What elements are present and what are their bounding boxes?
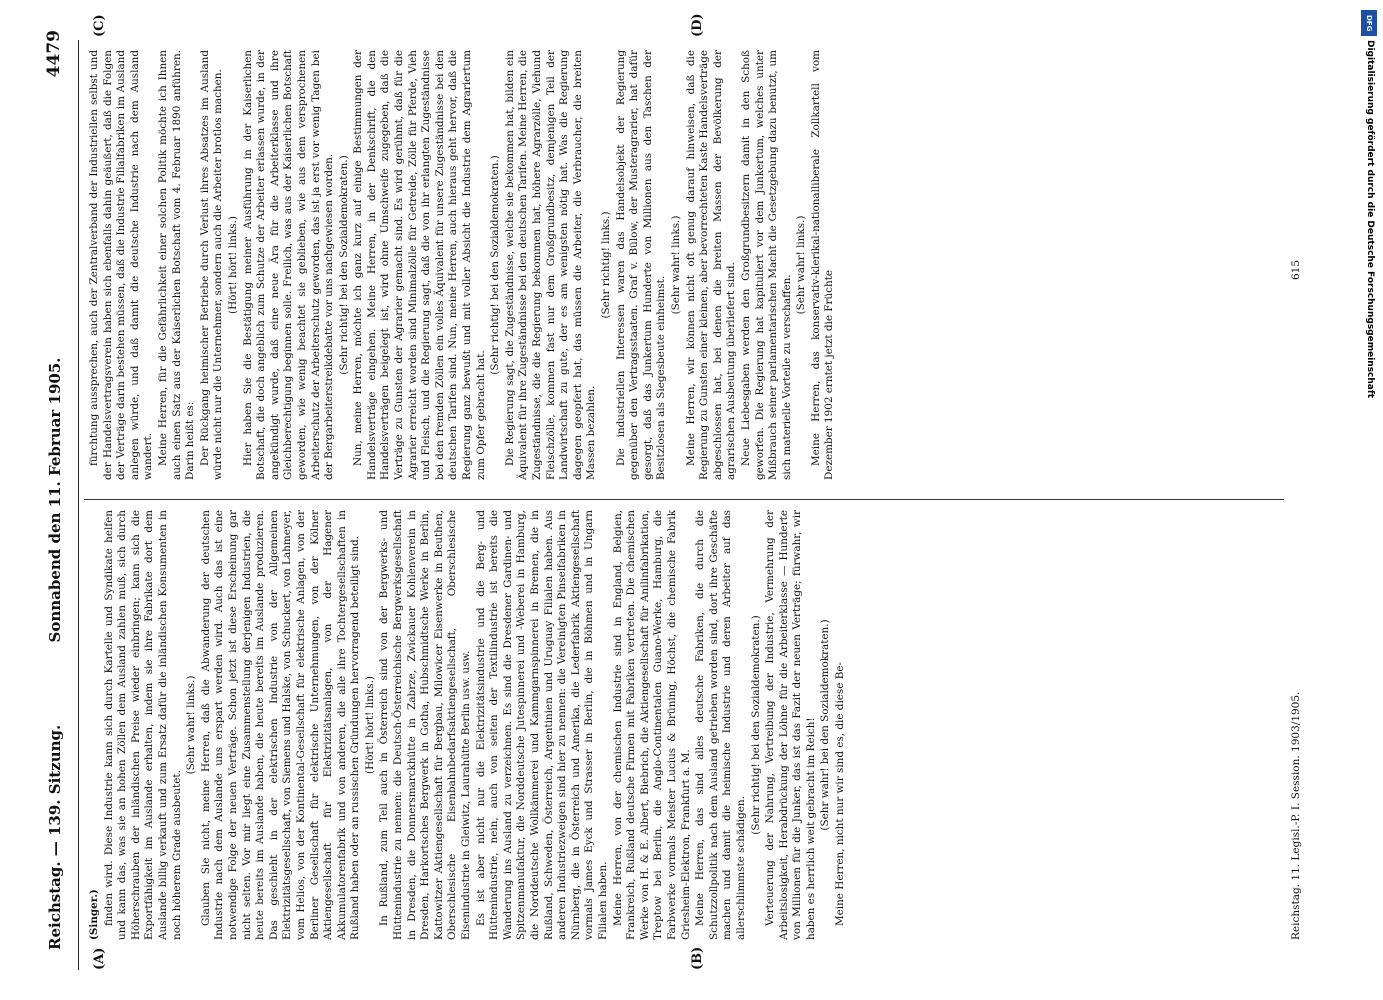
paragraph: In Rußland, zum Teil auch in Österreich sind von der Bergwerks- und Hüttenindustrie zu nennen: die Deutsch-Österreichische Bergwerksgesellschaft in Dresden, die Donnersmarckhütte in Zabrze, Zwickauer Kohlenverein in Dresden, Harkortsches Bergwerk in Gotha, Hubschmidtsche Werke in Berlin, Kattowitzer Aktiengesellschaft für Bergbau, Milowicer Eisenwerke in Beuthen, Oberschlesische Eisenbahnbedarfsaktiengesellschaft, Oberschlesische Eisenindustrie in Gleiwitz, Laurahütte Berlin usw. usw. — [378, 510, 473, 940]
column-divider — [84, 499, 1284, 500]
digitization-credit: Digitalisierung gefördert durch die Deutsche Forschungsgemeinschaft — [1365, 40, 1375, 399]
paragraph: Es ist aber nicht nur die Elektrizitätsindustrie und die Berg- und Hüttenindustrie, nein, auch von seiten der Textilindustrie ist bereits die Wanderung ins Ausland zu verzeichnen. Es sind die Dresdener Gardinen- und Spitzenmanufaktur, die Norddeutsche Jutespinnerei und -Weberei in Hamburg, die Norddeutsche Wollkämmerei und Kammgarnspinnerei in Bremen, die in Rußland, Schweden, Österreich, Argentinien und Uruguay Filialen haben. Aus anderen Industriezweigen sind hier zu nennen: die Vereinigten Pinselfabriken in Nürnberg, die in Österreich und Amerika, die Lederfabrik Aktiengesellschaft vormals James Eyck und Strasser in Berlin, die in Böhmen und in Ungarn Filialen haben. — [474, 510, 609, 940]
paragraph: Hier haben Sie die Bestätigung meiner Ausführung in der Kaiserlichen Botschaft, die doch angeblich zum Schutze der Arbeiter erlassen wurde, in der angekündigt wurde, daß eine neue Ära für die Arbeiterklasse und ihre Gleichberechtigung beginnen solle. Freilich, was aus der Kaiserlichen Botschaft geworden, wie wenig beachtet sie geblieben, wie aus dem versprochenen Arbeiterschutz der Arbeiterschutz geworden, das ist ja erst vor wenig Tagen bei der Bergarbeiterstreikdebatte vor uns nachgewiesen worden. — [241, 50, 336, 480]
footer-sheet-number: 615 — [1290, 259, 1302, 280]
paragraph: Neue Liebesgaben werden den Großgrundbesitzern damit in den Schoß geworfen. Die Regierung hat kapituliert vor dem Junkertum, welches unter Mißbrauch seiner parlamentarischen Macht die Gesetzgebung dazu benutzt, um sich materielle Vorteile zu verschaffen. — [739, 50, 793, 480]
paragraph: Meine Herren, für die Gefährlichkeit einer solchen Politik möchte ich Ihnen auch einen Satz aus der Kaiserlichen Botschaft vom 4. Februar 1890 anführen. Darin heißt es: — [156, 50, 197, 480]
page-number: 4479 — [44, 30, 64, 78]
paragraph: Der Rückgang heimischer Betriebe durch Verlust ihres Absatzes im Ausland würde nicht nur die Unternehmer, sondern auch die Arbeiter brotlos machen. — [198, 50, 225, 480]
paragraph: (Sehr wahr! links.) — [795, 215, 808, 315]
paragraph: (Sehr richtig! links.) — [599, 211, 612, 319]
paragraph: Meine Herren, das konservativ-klerikal-nationalliberale Zollkartell vom Dezember 1902 erntet jetzt die Früchte — [809, 50, 836, 480]
margin-letter-b: (B) — [690, 946, 705, 970]
paragraph: (Hört! hört! links.) — [226, 216, 239, 314]
dfg-logo: DFG — [1361, 10, 1377, 36]
paragraph: (Sehr wahr! links.) — [669, 215, 682, 315]
margin-letter-c: (C) — [92, 14, 107, 37]
paragraph: Meine Herren, von der chemischen Industrie sind in England, Belgien, Frankreich, Rußland deutsche Firmen mit Fabriken vertreten. Die chemischen Werke von H. & E. Albert, Biebrich, die Aktiengesellschaft für Anilinfabrikation, Treptow bei Berlin, die Anglo-Continentalen Guano-Werke, Hamburg, die Farbwerke vormals Meister Lucius & Brüning, Höchst, die chemische Fabrik Griesheim-Elektron, Frankfurt a. M. — [611, 510, 692, 940]
header-rule — [78, 40, 79, 970]
paragraph: Nun, meine Herren, möchte ich ganz kurz auf einige Bestimmungen der Handelsverträge eingehen. Meine Herren, in der Denkschrift, die den Handelsverträgen beigelegt ist, wird ohne Umschweife zugegeben, daß die Verträge zu Gunsten der Agrarier gemacht sind. Es wird gerühmt, daß für die Agrarier erreicht worden sind Minimalzölle für Getreide, Zölle für Pferde, Vieh und Fleisch, und die Regierung sagt, daß die von ihr erlangten Zugeständnisse bei den fremden Zöllen ein volles Äquivalent für unsere Zugeständnisse bei den deutschen Tarifen sind. Nun, meine Herren, auch hieraus geht hervor, daß die Regierung ganz bewußt und mit voller Absicht die Industrie dem Agrariertum zum Opfer gebracht hat. — [352, 50, 487, 480]
footer-session: Reichstag. 11. Legisl.-P. I. Session. 1903/1905. — [1290, 691, 1302, 940]
paragraph: Glauben Sie nicht, meine Herren, daß die Abwanderung der deutschen Industrie nach dem Auslande uns erspart werden wird. Auch das ist eine notwendige Folge der neuen Verträge. Schon jetzt ist diese Erscheinung gar nicht selten. Vor mir liegt eine Zusammenstellung derjenigen Industrien, die heute bereits im Auslande haben, die heute bereits im Auslande produzieren. Das geschieht in der elektrischen Industrie von der Allgemeinen Elektrizitätsgesellschaft, von Siemens und Halske, von Schuckert, von Lahmeyer, vom Helios, von der Kontinental-Gesellschaft für elektrische Anlagen, von der Berliner Gesellschaft für elektrische Unternehmungen, von der Kölner Aktiengesellschaft für Elektrizitätsanlagen, von der Hagener Akkumulatorenfabrik und von anderen, die alle ihre Tochtergesellschaften in Rußland haben oder an russischen Gründungen hervorragend beteiligt sind. — [199, 510, 362, 940]
paragraph: (Hört! hört! links.) — [363, 676, 376, 774]
header-date: Sonnabend den 11. Februar 1905. — [46, 357, 64, 643]
paragraph: (Sehr wahr! bei den Sozialdemokraten.) — [819, 619, 832, 831]
paragraph: Die industriellen Interessen waren das Handelsobjekt der Regierung gegenüber den Vertragsstaaten. Graf v. Bülow, der Musteragrarier, hat dafür gesorgt, daß das Junkertum Hunderte von Millionen aus den Taschen der Besitzlosen als Siegesbeute einheimst. — [614, 50, 668, 480]
margin-letter-d: (D) — [690, 13, 705, 37]
left-column — [88, 510, 1288, 940]
margin-letter-a: (A) — [92, 947, 107, 970]
paragraph: Meine Herren, das sind alles deutsche Fabriken, die durch die Schutzzollpolitik nach dem Ausland getrieben worden sind, dort ihre Geschäfte machen und damit die heimische Industrie und deren Arbeiter auf das allerschlimmste schädigen. — [694, 510, 747, 940]
paragraph: Meine Herren, wir können nicht oft genug darauf hinweisen, daß die Regierung zu Gunsten einer kleinen, aber bevorrechteten Kaste Handelsverträge abgeschlossen hat, bei denen die breiten Massen der Bevölkerung der agrarischen Ausbeutung überliefert sind. — [684, 50, 738, 480]
paragraph: (Sehr richtig! bei den Sozialdemokraten.) — [749, 615, 762, 835]
page-header — [40, 20, 74, 980]
right-column — [88, 50, 1288, 480]
side-credit — [1359, 10, 1379, 990]
speaker-name: (Singer.) — [88, 889, 100, 940]
paragraph: Meine Herren, nicht nur wir sind es, die diese Be- — [834, 661, 847, 926]
header-session: Reichstag. — 139. Sitzung. — [46, 724, 64, 950]
paragraph: finden wird. Diese Industrie kann sich durch Kartelle und Syndikate helfen und kann das, was sie an hohen Zöllen dem Ausland zahlen muß, sich durch Höherschrauben der inländischen Preise wieder einbringen; kann sich die Exportfähigkeit im Auslande erhalten, indem sie ihre Fabrikate dort dem Auslande billig verkauft und zum Ersatz dafür die inländischen Konsumenten in noch höherem Grade ausbeutet. — [102, 510, 183, 940]
paragraph: (Sehr richtig! bei den Sozialdemokraten.) — [489, 155, 502, 375]
paragraph: (Sehr richtig! bei den Sozialdemokraten.) — [337, 155, 350, 375]
paragraph: Die Regierung sagt, die Zugeständnisse, welche sie bekommen hat, bilden ein Äquivalent für ihre Zugeständnisse bei den deutschen Tarifen. Meine Herren, die Zugeständnisse, die die Regierung bekommen hat, höhere Agrarzölle, Viehund Fleischzölle, kommen fast nur dem Großgrundbesitz, demjenigen Teil der Landwirtschaft zu gute, der es am wenigsten nötig hat. Was die Regierung dagegen geopfert hat, das müssen die Arbeiter, die Verbraucher, die breiten Massen bezahlen. — [503, 50, 598, 480]
paragraph: fürchtung aussprechen, auch der Zentralverband der Industriellen selbst und der Handelsvertragsverein haben sich ebenfalls dahin geäußert, daß die Folgen der Verträge darin bestehen müssen, daß die Industrie Filialfabriken im Ausland anlegen würde, und daß damit die deutsche Industrie nach dem Ausland wandert. — [88, 50, 155, 480]
paragraph: Verteuerung der Nahrung, Vertreibung der Industrie, Vermehrung der Arbeitslosigkeit, Herabdrückung der Löhne für die Arbeiterklasse — Hunderte von Millionen für die Junker, das ist das Fazit der neuen Verträge; fürwahr, wir haben es herrlich weit gebracht im Reich! — [764, 510, 817, 940]
paragraph: (Sehr wahr! links.) — [185, 675, 198, 775]
